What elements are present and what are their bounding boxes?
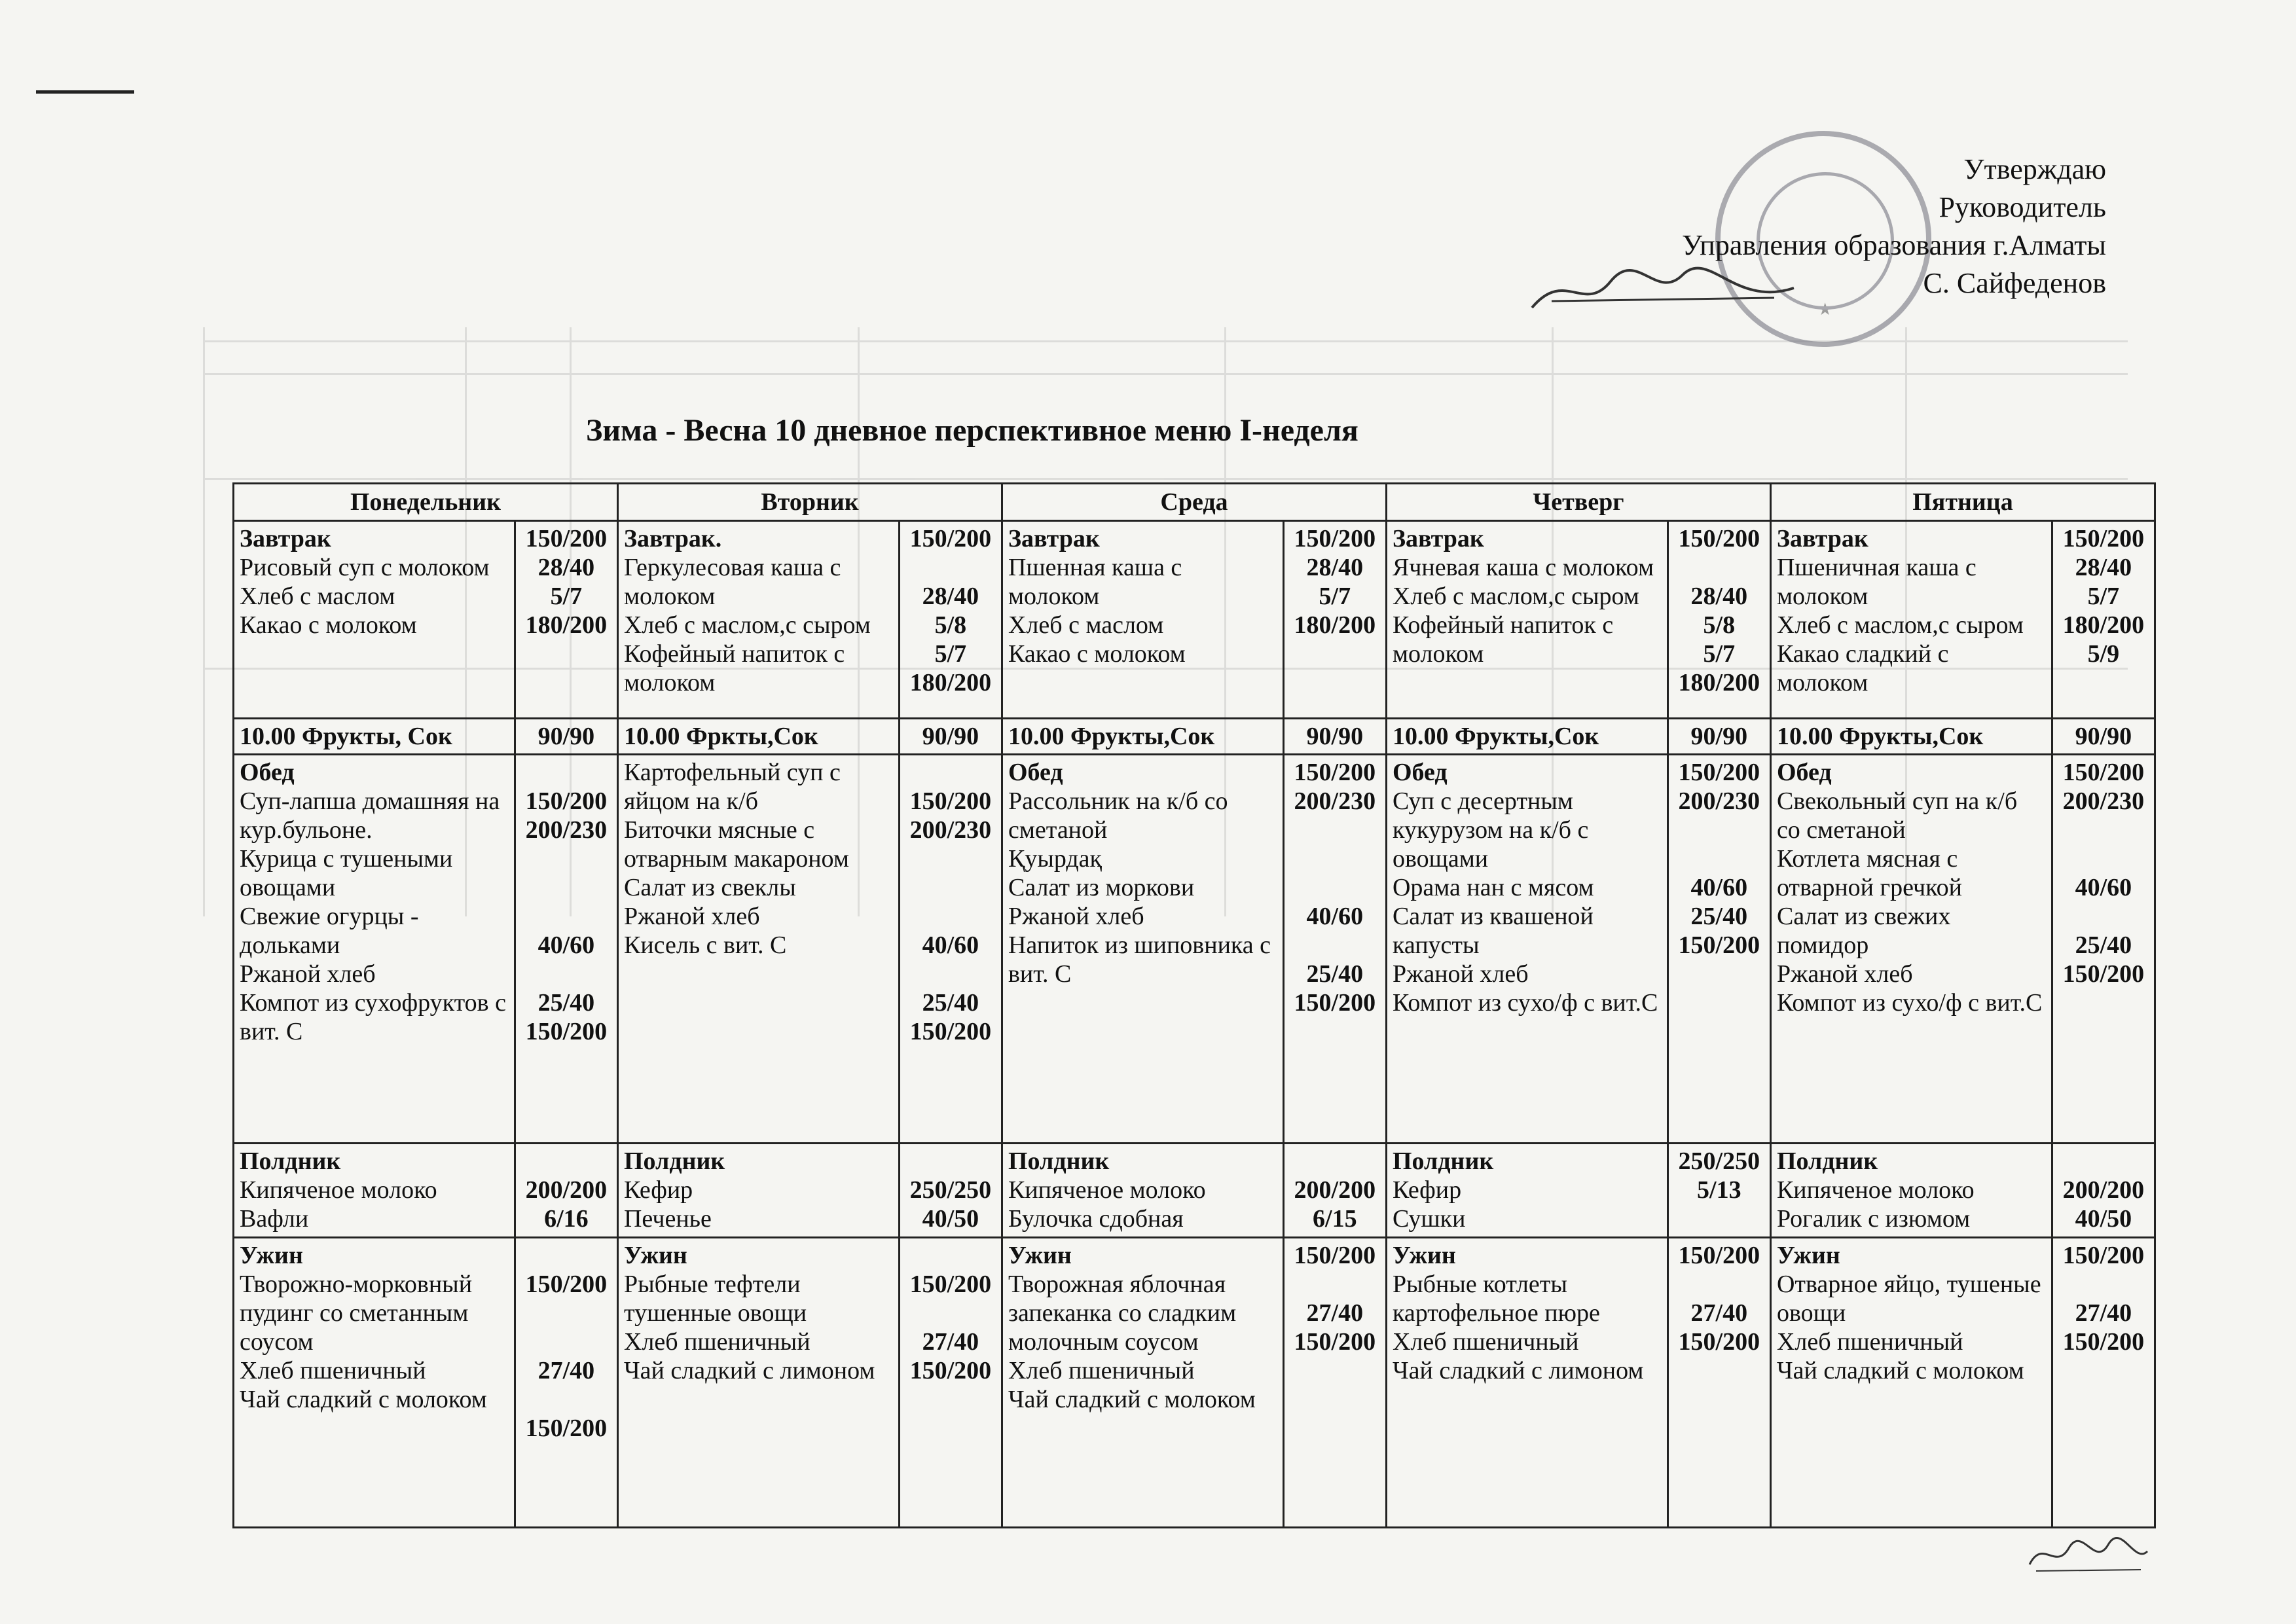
dish-item: Орама нан с мясом bbox=[1392, 874, 1594, 902]
portion-value: 150/200 bbox=[1678, 525, 1760, 552]
portion-value: 25/40 bbox=[538, 989, 595, 1017]
table-row-dinner bbox=[234, 1238, 2155, 1528]
meal-header: Ужин bbox=[623, 1242, 687, 1270]
approval-line-position: Руководитель bbox=[1939, 191, 2106, 223]
dish-item: Ржаной хлеб bbox=[623, 903, 760, 931]
afternoon-snack-dishes-cell bbox=[1002, 1144, 1283, 1238]
portion-value: 28/40 bbox=[2075, 554, 2132, 581]
table-row-lunch bbox=[234, 755, 2155, 1144]
portion-value: 27/40 bbox=[2075, 1299, 2132, 1327]
dish-item: Котлета мясная с отварной гречкой bbox=[1776, 845, 1963, 902]
dish-item: Пшеничная каша с молоком bbox=[1776, 554, 1977, 610]
dish-item: Хлеб с маслом bbox=[240, 583, 395, 610]
lunch-portions-cell bbox=[899, 755, 1002, 1144]
dish-item: Кефир bbox=[623, 1176, 693, 1204]
portion-value bbox=[1290, 816, 1380, 844]
dish-item: Рисовый суп с молоком bbox=[240, 554, 490, 581]
portion-value: 40/60 bbox=[2075, 874, 2132, 902]
meal-header: Полдник bbox=[1008, 1147, 1110, 1176]
meal-header: Полдник bbox=[240, 1147, 341, 1176]
portion-value bbox=[905, 844, 996, 873]
lunch-dishes-cell bbox=[617, 755, 899, 1144]
portion-value: 200/200 bbox=[1294, 1176, 1376, 1204]
portion-value: 200/230 bbox=[909, 816, 992, 844]
document-title: Зима - Весна 10 дневное перспективное меню I-неделя bbox=[586, 413, 1358, 448]
dish-item: Чай сладкий с молоком bbox=[1008, 1386, 1256, 1414]
portion-value: 150/200 bbox=[2062, 1328, 2145, 1356]
menu-table bbox=[232, 482, 2156, 1528]
lunch-dishes-cell bbox=[1770, 755, 2052, 1144]
meal-header: Обед bbox=[1008, 759, 1063, 787]
dish-item: Свекольный суп на к/б со сметаной bbox=[1776, 787, 2018, 844]
lunch-portions-cell bbox=[1667, 755, 1770, 1144]
portion-value: 150/200 bbox=[1294, 1328, 1376, 1356]
portion-value bbox=[1290, 931, 1380, 960]
dish-item: Кипяченое молоко bbox=[240, 1176, 437, 1204]
dish-item: Суп-лапша домашняя на кур.бульоне. bbox=[240, 787, 500, 844]
snack-quantity: 90/90 bbox=[1283, 718, 1386, 754]
portion-value: 150/200 bbox=[1294, 525, 1376, 552]
portion-value: 150/200 bbox=[909, 1271, 992, 1299]
dish-item: Кипяченое молоко bbox=[1008, 1176, 1206, 1204]
meal-header: Ужин bbox=[240, 1242, 303, 1270]
dish-item: Отварное яйцо, тушеные овощи bbox=[1776, 1271, 2041, 1327]
dish-item: Суп с десертным кукурузом на к/б с овощами bbox=[1392, 787, 1589, 873]
dish-item: Хлеб с маслом,с сыром bbox=[623, 611, 871, 639]
portion-value: 150/200 bbox=[909, 787, 992, 816]
portion-value: 40/60 bbox=[1306, 903, 1364, 931]
portion-value bbox=[521, 758, 611, 787]
snack-label: 10.00 Фрукты,Сок bbox=[1770, 718, 2052, 754]
dish-item: Пшенная каша с молоком bbox=[1008, 554, 1182, 610]
portion-value: 150/200 bbox=[1678, 759, 1760, 787]
breakfast-dishes-cell bbox=[1386, 521, 1667, 719]
dinner-portions-cell bbox=[515, 1238, 617, 1528]
lunch-dishes-cell bbox=[234, 755, 515, 1144]
portion-value: 180/200 bbox=[1294, 611, 1376, 639]
dish-item: Какао сладкий с молоком bbox=[1776, 640, 1949, 696]
snack-quantity: 90/90 bbox=[899, 718, 1002, 754]
seal-star-icon: ★ bbox=[1817, 300, 1833, 319]
snack-quantity: 90/90 bbox=[2052, 718, 2155, 754]
portion-value bbox=[521, 873, 611, 902]
dish-item: Салат из свеклы bbox=[623, 874, 796, 902]
portion-value bbox=[905, 1147, 996, 1176]
dish-item: Салат из квашеной капусты bbox=[1392, 903, 1594, 960]
afternoon-snack-dishes-cell bbox=[617, 1144, 899, 1238]
table-row-afternoon-snack bbox=[234, 1144, 2155, 1238]
dish-item: Какао с молоком bbox=[240, 611, 417, 639]
afternoon-snack-portions-cell bbox=[2052, 1144, 2155, 1238]
breakfast-portions-cell bbox=[899, 521, 1002, 719]
portion-value: 40/60 bbox=[538, 931, 595, 960]
breakfast-dishes-cell bbox=[1770, 521, 2052, 719]
breakfast-portions-cell bbox=[1283, 521, 1386, 719]
dish-item: Чай сладкий с лимоном bbox=[623, 1357, 875, 1385]
dish-item: Хлеб пшеничный bbox=[623, 1328, 811, 1356]
dish-item: Чай сладкий с молоком bbox=[1776, 1357, 2024, 1385]
portion-value: 40/60 bbox=[1690, 874, 1748, 902]
meal-header: Обед bbox=[1392, 759, 1448, 787]
dish-item: Хлеб пшеничный bbox=[1392, 1328, 1579, 1356]
approval-line-name: С. Сайфеденов bbox=[1923, 267, 2106, 299]
day-header-friday: Пятница bbox=[1770, 484, 2155, 521]
portion-value: 5/8 bbox=[1703, 611, 1736, 639]
dish-item: Рыбные тефтели тушенные овощи bbox=[623, 1271, 807, 1327]
breakfast-dishes-cell bbox=[617, 521, 899, 719]
portion-value bbox=[2058, 902, 2149, 931]
portion-value: 150/200 bbox=[1294, 989, 1376, 1017]
afternoon-snack-portions-cell bbox=[899, 1144, 1002, 1238]
lunch-dishes-cell bbox=[1386, 755, 1667, 1144]
dish-item: Творожная яблочная запеканка со сладким молочным соусом bbox=[1008, 1271, 1237, 1356]
portion-value: 25/40 bbox=[2075, 931, 2132, 960]
portion-value: 180/200 bbox=[1678, 669, 1760, 696]
dish-item: Кофейный напиток с молоком bbox=[623, 640, 845, 696]
portion-value: 25/40 bbox=[1306, 960, 1364, 988]
afternoon-snack-dishes-cell bbox=[234, 1144, 515, 1238]
portion-value: 250/250 bbox=[909, 1176, 992, 1204]
meal-header: Завтрак bbox=[1392, 525, 1484, 552]
portion-value bbox=[2058, 844, 2149, 873]
snack-quantity: 90/90 bbox=[515, 718, 617, 754]
portion-value bbox=[905, 1241, 996, 1270]
portion-value: 180/200 bbox=[2062, 611, 2145, 639]
approval-line-approve: Утверждаю bbox=[1963, 153, 2106, 185]
portion-value: 28/40 bbox=[538, 554, 595, 581]
lunch-dishes-cell bbox=[1002, 755, 1283, 1144]
dish-item: Биточки мясные с отварным макароном bbox=[623, 816, 849, 873]
dish-item: Курица с тушеными овощами bbox=[240, 845, 453, 902]
dish-item: Хлеб с маслом,с сыром bbox=[1776, 611, 2024, 639]
portion-value: 150/200 bbox=[909, 525, 992, 552]
dish-item: Хлеб пшеничный bbox=[240, 1357, 426, 1385]
corner-mark bbox=[36, 90, 134, 94]
portion-value bbox=[905, 960, 996, 988]
portion-value: 150/200 bbox=[909, 1357, 992, 1385]
portion-value: 150/200 bbox=[1678, 1328, 1760, 1356]
dish-item: Хлеб с маслом bbox=[1008, 611, 1164, 639]
portion-value bbox=[1290, 844, 1380, 873]
dish-item: Рогалик с изюмом bbox=[1776, 1205, 1971, 1233]
portion-value: 150/200 bbox=[2062, 759, 2145, 787]
day-header-tuesday: Вторник bbox=[617, 484, 1002, 521]
dish-item: Чай сладкий с лимоном bbox=[1392, 1357, 1644, 1385]
portion-value bbox=[1674, 553, 1764, 582]
portion-value: 40/60 bbox=[922, 931, 979, 960]
dish-item: Ячневая каша с молоком bbox=[1392, 554, 1654, 581]
portion-value bbox=[1290, 873, 1380, 902]
portion-value: 27/40 bbox=[1690, 1299, 1748, 1327]
portion-value: 150/200 bbox=[1294, 759, 1376, 787]
portion-value: 28/40 bbox=[1306, 554, 1364, 581]
portion-value: 27/40 bbox=[922, 1328, 979, 1356]
portion-value: 28/40 bbox=[922, 583, 979, 610]
dish-item: Кисель с вит. С bbox=[623, 931, 787, 960]
meal-header: Ужин bbox=[1776, 1242, 1840, 1270]
meal-header: Обед bbox=[240, 759, 295, 787]
afternoon-snack-dishes-cell bbox=[1386, 1144, 1667, 1238]
dish-item: Хлеб пшеничный bbox=[1008, 1357, 1195, 1385]
snack-quantity: 90/90 bbox=[1667, 718, 1770, 754]
breakfast-portions-cell bbox=[1667, 521, 1770, 719]
breakfast-dishes-cell bbox=[234, 521, 515, 719]
afternoon-snack-portions-cell bbox=[1667, 1144, 1770, 1238]
portion-value bbox=[521, 1299, 611, 1327]
portion-value bbox=[521, 960, 611, 988]
portion-value: 200/200 bbox=[525, 1176, 608, 1204]
portion-value bbox=[2058, 1147, 2149, 1176]
portion-value bbox=[521, 1327, 611, 1356]
dish-item: Чай сладкий с молоком bbox=[240, 1386, 487, 1414]
dish-item: Компот из сухо/ф с вит.С bbox=[1776, 989, 2043, 1017]
dish-item: Какао с молоком bbox=[1008, 640, 1186, 668]
dinner-dishes-cell bbox=[1002, 1238, 1283, 1528]
lunch-portions-cell bbox=[1283, 755, 1386, 1144]
dish-item: Печенье bbox=[623, 1205, 712, 1233]
dinner-dishes-cell bbox=[617, 1238, 899, 1528]
dish-item: Геркулесовая каша с молоком bbox=[623, 554, 841, 610]
portion-value: 150/200 bbox=[2062, 1242, 2145, 1270]
dinner-dishes-cell bbox=[1386, 1238, 1667, 1528]
portion-value: 5/7 bbox=[550, 583, 583, 610]
portion-value: 6/15 bbox=[1313, 1205, 1357, 1233]
dish-item: Ржаной хлеб bbox=[240, 960, 376, 988]
portion-value bbox=[1674, 844, 1764, 873]
portion-value: 25/40 bbox=[922, 989, 979, 1017]
portion-value bbox=[905, 873, 996, 902]
portion-value bbox=[521, 1241, 611, 1270]
dish-item: Творожно-морковный пудинг со сметанным соусом bbox=[240, 1271, 473, 1356]
snack-label: 10.00 Фрукты, Сок bbox=[234, 718, 515, 754]
portion-value: 40/50 bbox=[922, 1205, 979, 1233]
portion-value: 6/16 bbox=[544, 1205, 589, 1233]
afternoon-snack-portions-cell bbox=[1283, 1144, 1386, 1238]
dish-item: Компот из сухофруктов с вит. С bbox=[240, 989, 506, 1046]
meal-header: Завтрак bbox=[240, 525, 331, 552]
dish-item: Сушки bbox=[1392, 1205, 1466, 1233]
portion-value: 200/230 bbox=[2062, 787, 2145, 816]
meal-header: Ужин bbox=[1392, 1242, 1456, 1270]
portion-value bbox=[1674, 1270, 1764, 1299]
dish-item: Рассольник на к/б со сметаной bbox=[1008, 787, 1228, 844]
dinner-portions-cell bbox=[1667, 1238, 1770, 1528]
dish-item: Кофейный напиток с молоком bbox=[1392, 611, 1614, 668]
portion-value: 150/200 bbox=[525, 1415, 608, 1443]
portion-value: 200/200 bbox=[2062, 1176, 2145, 1204]
portion-value: 150/200 bbox=[909, 1018, 992, 1046]
day-header-monday: Понедельник bbox=[234, 484, 618, 521]
dish-item: Картофельный суп с яйцом на к/б bbox=[623, 759, 841, 816]
portion-value bbox=[905, 758, 996, 787]
dish-item: Вафли bbox=[240, 1205, 309, 1233]
meal-header: Полдник bbox=[623, 1147, 725, 1176]
meal-header: Полдник bbox=[1776, 1147, 1878, 1176]
snack-label: 10.00 Фркты,Сок bbox=[617, 718, 899, 754]
portion-value bbox=[2058, 816, 2149, 844]
lunch-portions-cell bbox=[515, 755, 617, 1144]
table-row-breakfast bbox=[234, 521, 2155, 719]
portion-value bbox=[905, 1299, 996, 1327]
dish-item: Кипяченое молоко bbox=[1776, 1176, 1975, 1204]
portion-value: 5/13 bbox=[1697, 1176, 1741, 1204]
portion-value: 150/200 bbox=[2062, 525, 2145, 552]
dish-item: Булочка сдобная bbox=[1008, 1205, 1184, 1233]
portion-value: 180/200 bbox=[525, 611, 608, 639]
dish-item: Салат из свежих помидор bbox=[1776, 903, 1951, 960]
dish-item: Хлеб пшеничный bbox=[1776, 1328, 1963, 1356]
portion-value: 5/7 bbox=[1319, 583, 1351, 610]
handwritten-initials bbox=[2023, 1532, 2154, 1578]
breakfast-dishes-cell bbox=[1002, 521, 1283, 719]
portion-value bbox=[905, 902, 996, 931]
portion-value bbox=[521, 844, 611, 873]
dinner-portions-cell bbox=[899, 1238, 1002, 1528]
meal-header: Завтрак. bbox=[623, 525, 722, 552]
portion-value: 28/40 bbox=[1690, 583, 1748, 610]
dish-item: Рыбные котлеты картофельное пюре bbox=[1392, 1271, 1600, 1327]
day-header-thursday: Четверг bbox=[1386, 484, 1770, 521]
portion-value bbox=[905, 553, 996, 582]
snack-label: 10.00 Фрукты,Сок bbox=[1386, 718, 1667, 754]
dinner-dishes-cell bbox=[234, 1238, 515, 1528]
breakfast-portions-cell bbox=[515, 521, 617, 719]
portion-value: 250/250 bbox=[1678, 1147, 1760, 1176]
dish-item: Салат из моркови bbox=[1008, 874, 1195, 902]
portion-value: 27/40 bbox=[1306, 1299, 1364, 1327]
portion-value: 25/40 bbox=[1690, 903, 1748, 931]
portion-value: 180/200 bbox=[909, 669, 992, 696]
portion-value: 150/200 bbox=[525, 1018, 608, 1046]
portion-value bbox=[521, 1385, 611, 1414]
dish-item: Компот из сухо/ф с вит.С bbox=[1392, 989, 1658, 1017]
portion-value: 5/7 bbox=[2087, 583, 2120, 610]
portion-value: 200/230 bbox=[1678, 787, 1760, 816]
dish-item: Свежие огурцы - дольками bbox=[240, 903, 419, 960]
dish-item: Ржаной хлеб bbox=[1776, 960, 1913, 988]
portion-value bbox=[2058, 1270, 2149, 1299]
portion-value: 150/200 bbox=[2062, 960, 2145, 988]
meal-header: Полдник bbox=[1392, 1147, 1494, 1176]
meal-header: Обед bbox=[1776, 759, 1832, 787]
lunch-portions-cell bbox=[2052, 755, 2155, 1144]
portion-value: 150/200 bbox=[1294, 1242, 1376, 1270]
portion-value: 150/200 bbox=[1678, 931, 1760, 960]
afternoon-snack-dishes-cell bbox=[1770, 1144, 2052, 1238]
dinner-dishes-cell bbox=[1770, 1238, 2052, 1528]
dish-item: Қуырдақ bbox=[1008, 845, 1102, 873]
portion-value: 5/8 bbox=[934, 611, 967, 639]
portion-value bbox=[521, 902, 611, 931]
portion-value: 27/40 bbox=[538, 1357, 595, 1385]
portion-value: 5/7 bbox=[1703, 640, 1736, 668]
portion-value: 200/230 bbox=[1294, 787, 1376, 816]
dish-item: Кефир bbox=[1392, 1176, 1462, 1204]
portion-value: 150/200 bbox=[525, 1271, 608, 1299]
approval-block bbox=[1682, 151, 2106, 302]
portion-value: 5/9 bbox=[2087, 640, 2120, 668]
portion-value: 150/200 bbox=[525, 525, 608, 552]
dish-item: Напиток из шиповника с вит. С bbox=[1008, 931, 1271, 988]
table-header-row bbox=[234, 484, 2155, 521]
portion-value: 5/7 bbox=[934, 640, 967, 668]
portion-value bbox=[1290, 1270, 1380, 1299]
day-header-wednesday: Среда bbox=[1002, 484, 1386, 521]
portion-value bbox=[521, 1147, 611, 1176]
dinner-portions-cell bbox=[1283, 1238, 1386, 1528]
portion-value: 40/50 bbox=[2075, 1205, 2132, 1233]
portion-value: 150/200 bbox=[1678, 1242, 1760, 1270]
table-row-snack bbox=[234, 718, 2155, 754]
afternoon-snack-portions-cell bbox=[515, 1144, 617, 1238]
portion-value bbox=[1290, 1147, 1380, 1176]
dish-item: Ржаной хлеб bbox=[1392, 960, 1529, 988]
portion-value bbox=[1674, 816, 1764, 844]
portion-value: 150/200 bbox=[525, 787, 608, 816]
portion-value: 200/230 bbox=[525, 816, 608, 844]
breakfast-portions-cell bbox=[2052, 521, 2155, 719]
meal-header: Завтрак bbox=[1776, 525, 1868, 552]
meal-header: Ужин bbox=[1008, 1242, 1072, 1270]
meal-header: Завтрак bbox=[1008, 525, 1100, 552]
dinner-portions-cell bbox=[2052, 1238, 2155, 1528]
snack-label: 10.00 Фрукты,Сок bbox=[1002, 718, 1283, 754]
approval-line-department: Управления образования г.Алматы bbox=[1681, 229, 2106, 261]
dish-item: Ржаной хлеб bbox=[1008, 903, 1144, 931]
dish-item: Хлеб с маслом,с сыром bbox=[1392, 583, 1639, 610]
